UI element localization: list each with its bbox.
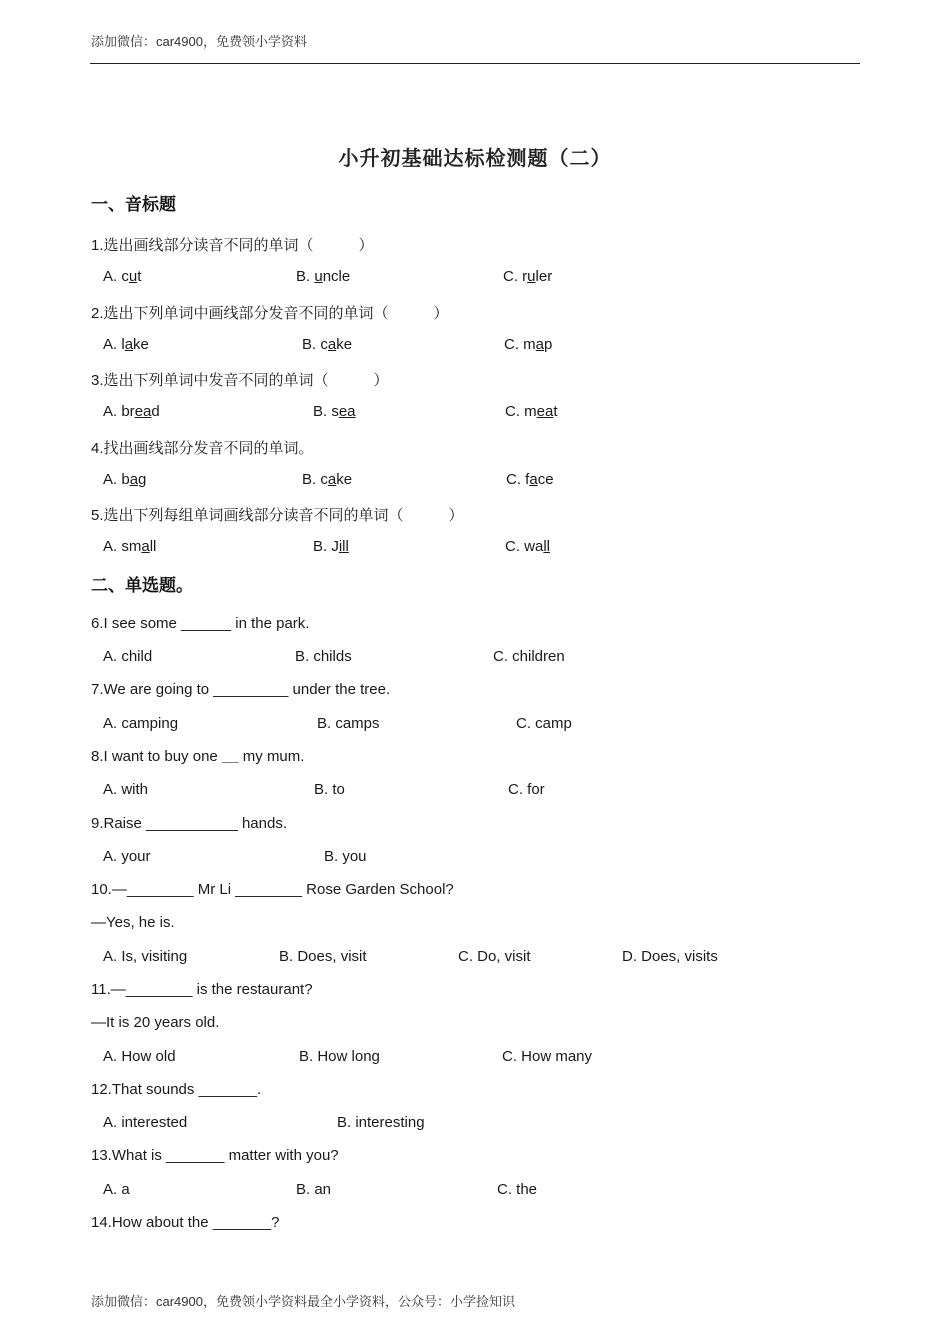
question-11-response: —It is 20 years old. xyxy=(91,1014,220,1031)
question-6-option-b: B. childs xyxy=(295,648,352,665)
question-7-stem: 7.We are going to _________ under the tree. xyxy=(91,681,391,698)
question-9-stem: 9.Raise ___________ hands. xyxy=(91,815,287,832)
question-14-stem: 14.How about the _______? xyxy=(91,1214,280,1231)
question-4-option-a: A. bag xyxy=(103,471,147,488)
question-8-option-b: B. to xyxy=(314,781,345,798)
question-9-option-a: A. your xyxy=(103,848,151,865)
question-7-option-c: C. camp xyxy=(516,715,572,732)
question-3-option-b: B. sea xyxy=(313,403,356,420)
question-11-option-b: B. How long xyxy=(299,1048,380,1065)
question-13-option-c: C. the xyxy=(497,1181,538,1198)
question-12-option-b: B. interesting xyxy=(337,1114,425,1131)
question-1-stem: 1.选出画线部分读音不同的单词（ ） xyxy=(91,237,374,254)
question-8-option-c: C. for xyxy=(508,781,545,798)
question-10-stem: 10.—________ Mr Li ________ Rose Garden School? xyxy=(91,881,454,898)
question-2-option-b: B. cake xyxy=(302,336,353,353)
question-2-option-c: C. map xyxy=(504,336,553,353)
question-1-option-b: B. uncle xyxy=(296,268,351,285)
question-11-stem: 11.—________ is the restaurant? xyxy=(91,981,313,998)
question-12-option-a: A. interested xyxy=(103,1114,188,1131)
question-6-option-c: C. children xyxy=(493,648,565,665)
question-1-option-c: C. ruler xyxy=(503,268,553,285)
question-2-option-a: A. lake xyxy=(103,336,149,353)
question-7-option-a: A. camping xyxy=(103,715,179,732)
question-10-option-c: C. Do, visit xyxy=(458,948,531,965)
question-11-option-a: A. How old xyxy=(103,1048,176,1065)
question-6-stem: 6.I see some ______ in the park. xyxy=(91,615,310,632)
question-10-option-a: A. Is, visiting xyxy=(103,948,188,965)
question-10-option-d: D. Does, visits xyxy=(622,948,718,965)
question-8-option-a: A. with xyxy=(103,781,149,798)
question-12-stem: 12.That sounds _______. xyxy=(91,1081,262,1098)
question-7-option-b: B. camps xyxy=(317,715,380,732)
section-multiple-choice-title: 二、单选题。 xyxy=(91,576,193,596)
footer-note: 添加微信：car4900，免费领小学资料最全小学资料，公众号：小学捡知识 xyxy=(91,1294,515,1309)
question-3-option-a: A. bread xyxy=(103,403,160,420)
question-1-option-a: A. cut xyxy=(103,268,142,285)
header-rule xyxy=(90,63,860,64)
question-11-option-c: C. How many xyxy=(502,1048,593,1065)
question-3-option-c: C. meat xyxy=(505,403,558,420)
question-8-stem: 8.I want to buy one __ my mum. xyxy=(91,748,305,765)
question-6-option-a: A. child xyxy=(103,648,153,665)
question-9-option-b: B. you xyxy=(324,848,367,865)
question-2-stem: 2.选出下列单词中画线部分发音不同的单词（ ） xyxy=(91,305,449,322)
header-note: 添加微信：car4900，免费领小学资料 xyxy=(91,34,307,49)
question-10-option-b: B. Does, visit xyxy=(279,948,367,965)
question-5-option-b: B. Jill xyxy=(313,538,349,555)
question-5-option-a: A. small xyxy=(103,538,157,555)
question-5-option-c: C. wall xyxy=(505,538,551,555)
question-10-response: —Yes, he is. xyxy=(91,914,175,931)
question-3-stem: 3.选出下列单词中发音不同的单词（ ） xyxy=(91,372,389,389)
section-phonetics-title: 一、音标题 xyxy=(91,195,176,215)
question-13-stem: 13.What is _______ matter with you? xyxy=(91,1147,339,1164)
question-5-stem: 5.选出下列每组单词画线部分读音不同的单词（ ） xyxy=(91,507,464,524)
document-title: 小升初基础达标检测题（二） xyxy=(338,146,612,170)
question-13-option-b: B. an xyxy=(296,1181,332,1198)
question-4-option-b: B. cake xyxy=(302,471,353,488)
question-4-stem: 4.找出画线部分发音不同的单词。 xyxy=(91,440,314,457)
question-4-option-c: C. face xyxy=(506,471,554,488)
question-13-option-a: A. a xyxy=(103,1181,130,1198)
